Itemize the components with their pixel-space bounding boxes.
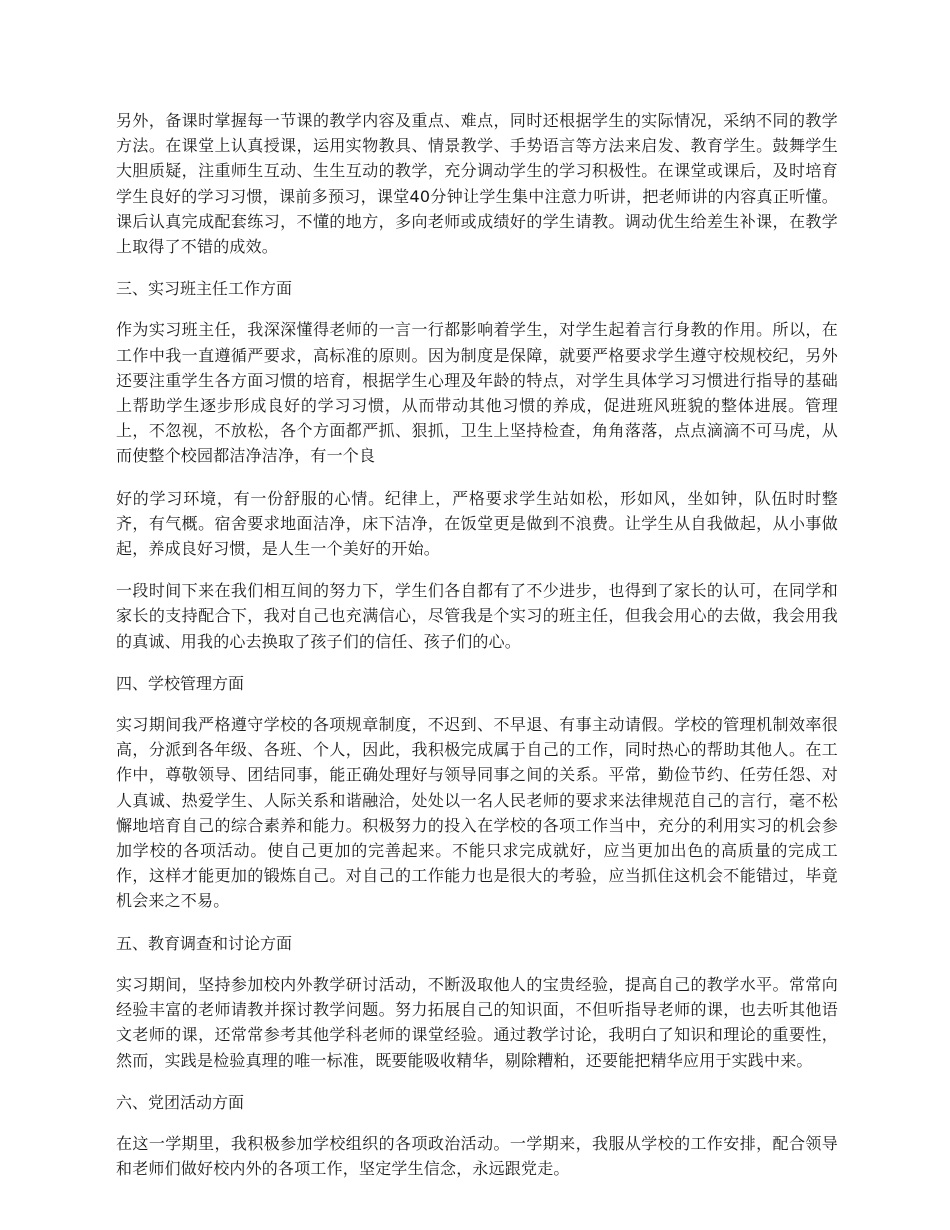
paragraph-research-activities: 实习期间，坚持参加校内外教学研讨活动，不断汲取他人的宝贵经验，提高自己的教学水平。常常向经验丰富的老师请教并探讨教学问题。努力拓展自己的知识面，不但听指导老师的课，也去听其他语文老师的课，还常常参考其他学科老师的课堂经验。通过教学讨论，我明白了知识和理论的重要性，然而，实践是检验真理的唯一标准，既要能吸收精华，剔除糟粕，还要能把精华应用于实践中来。 <box>116 974 838 1070</box>
heading-school-management: 四、学校管理方面 <box>116 673 245 693</box>
paragraph-discipline: 好的学习环境，有一份舒服的心情。纪律上，严格要求学生站如松，形如风，坐如钟，队伍时时整齐，有气概。宿舍要求地面洁净，床下洁净，在饭堂更是做到不浪费。让学生从自我做起，从小事做起，养成良好习惯，是人生一个美好的开始。 <box>116 488 838 559</box>
heading-party-activities: 六、党团活动方面 <box>116 1092 245 1112</box>
paragraph-political-activities: 在这一学期里，我积极参加学校组织的各项政治活动。一学期来，我服从学校的工作安排，配合领导和老师们做好校内外的各项工作，坚定学生信念，永远跟党走。 <box>116 1133 838 1179</box>
paragraph-teaching-methods: 另外，备课时掌握每一节课的教学内容及重点、难点，同时还根据学生的实际情况，采纳不同的教学方法。在课堂上认真授课，运用实物教具、情景教学、手势语言等方法来启发、教育学生。鼓舞学生大胆质疑，注重师生互动、生生互动的教学，充分调动学生的学习积极性。在课堂或课后，及时培育学生良好的学习习惯，课前多预习，课堂40分钟让学生集中注意力听讲，把老师讲的内容真正听懂。课后认真完成配套练习，不懂的地方，多向老师或成绩好的学生请教。调动优生给差生补课，在教学上取得了不错的成效。 <box>116 111 838 257</box>
document-page <box>116 108 838 1198</box>
paragraph-school-rules: 实习期间我严格遵守学校的各项规章制度，不迟到、不早退、有事主动请假。学校的管理机制效率很高，分派到各年级、各班、个人，因此，我积极完成属于自己的工作，同时热心的帮助其他人。在工作中，尊敬领导、团结同事，能正确处理好与领导同事之间的关系。平常，勤俭节约、任劳任怨、对人真诚、热爱学生、人际关系和谐融洽，处处以一名人民老师的要求来法律规范自己的言行，毫不松懈地培育自己的综合素养和能力。积极努力的投入在学校的各项工作当中，充分的利用实习的机会参加学校的各项活动。使自己更加的完善起来。不能只求完成就好，应当更加出色的高质量的完成工作，这样才能更加的锻炼自己。对自己的工作能力也是很大的考验，应当抓住这机会不能错过，毕竟机会来之不易。 <box>116 715 838 911</box>
heading-head-teacher-work: 三、实习班主任工作方面 <box>116 279 293 299</box>
paragraph-head-teacher-role: 作为实习班主任，我深深懂得老师的一言一行都影响着学生，对学生起着言行身教的作用。所以，在工作中我一直遵循严要求，高标准的原则。因为制度是保障，就要严格要求学生遵守校规校纪，另外还要注重学生各方面习惯的培育，根据学生心理及年龄的特点，对学生具体学习习惯进行指导的基础上帮助学生逐步形成良好的学习习惯，从而带动其他习惯的养成，促进班风班貌的整体进展。管理上，不忽视，不放松，各个方面都严抓、狠抓，卫生上坚持检查，角角落落，点点滴滴不可马虎，从而使整个校园都洁净洁净，有一个良 <box>116 320 838 466</box>
heading-education-research: 五、教育调查和讨论方面 <box>116 933 293 953</box>
paragraph-progress: 一段时间下来在我们相互间的努力下，学生们各自都有了不少进步，也得到了家长的认可，在同学和家长的支持配合下，我对自己也充满信心，尽管我是个实习的班主任，但我会用心的去做，我会用我的真诚、用我的心去换取了孩子们的信任、孩子们的心。 <box>116 581 838 651</box>
